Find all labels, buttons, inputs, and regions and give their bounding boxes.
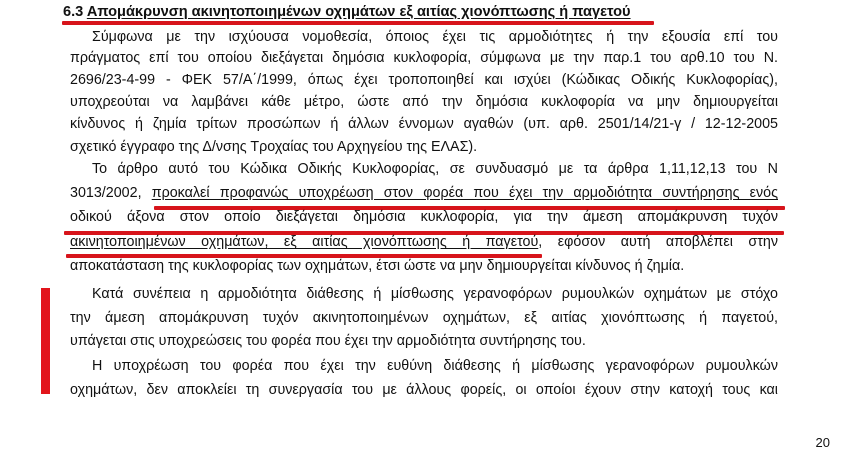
paragraph-2-line-1: Το άρθρο αυτό του Κώδικα Οδικής Κυκλοφορίας, σε συνδυασμό με τα άρθρα 1,11,12,13 του Ν [92, 161, 778, 177]
paragraph-1-line-3: 2696/23-4-99 - ΦΕΚ 57/Α΄/1999, όπως έχει τροποποιηθεί και ισχύει (Κώδικας Οδικής Κυκλοφορίας), [70, 72, 778, 88]
paragraph-4-line-1: Η υποχρέωση του φορέα που έχει την ευθύνη διάθεσης ή μίσθωσης γερανοφόρων ρυμουλκών [92, 358, 778, 374]
page-number: 20 [815, 435, 830, 450]
red-margin-marker [41, 288, 50, 394]
underlined-vehicles-text: ακινητοποιημένων οχημάτων, εξ αιτίας χιονόπτωσης ή παγετού [70, 234, 539, 250]
paragraph-3-line-2: την άμεση απομάκρυνση τυχόν ακινητοποιημένων οχημάτων, εξ αιτίας χιονόπτωσης ή παγετού, [70, 310, 778, 326]
law-reference: 3013/2002, [70, 185, 152, 201]
paragraph-2-line-5: αποκατάσταση της κυκλοφορίας των οχημάτων, έτσι ώστε να μην δημιουργείται κίνδυνος ή ζημία. [70, 258, 685, 274]
paragraph-1-line-6: σχετικό έγγραφο της Δ/νσης Τροχαίας του Αρχηγείου της ΕΛΑΣ). [70, 139, 478, 155]
section-number: 6.3 [63, 4, 84, 20]
paragraph-1-line-5: κίνδυνος ή ζημία τρίτων προσώπων ή άλλων έννομων αγαθών (υπ. αρθ. 2501/14/21-γ / 12-12-2005 [70, 116, 778, 132]
section-title: Απομάκρυνση ακινητοποιημένων οχημάτων εξ αιτίας χιονόπτωσης ή παγετού [86, 4, 631, 20]
paragraph-1-line-2: πράγματος επί του οποίου διεξάγεται δημόσια κυκλοφορία, σύμφωνα με την παρ.1 του αρθ.10 του Ν. [70, 50, 778, 66]
paragraph-2-line-2 [70, 183, 778, 204]
paragraph-4-line-2: οχημάτων, δεν αποκλείει τη συνεργασία του με άλλους φορείς, οι οποίοι έχουν στην κατοχή τους και [70, 382, 778, 398]
paragraph-3-line-3: υπάγεται στις υποχρεώσεις του φορέα που έχει την αρμοδιότητα συντήρησης του. [70, 333, 586, 349]
paragraph-3-line-1: Κατά συνέπεια η αρμοδιότητα διάθεσης ή μίσθωσης γερανοφόρων ρυμουλκών οχημάτων με στόχο [92, 286, 778, 302]
paragraph-2-line-3: οδικού άξονα στον οποίο διεξάγεται δημόσια κυκλοφορία, για την άμεση απομάκρυνση τυχόν [70, 209, 778, 225]
paragraph-1-line-1: Σύμφωνα με την ισχύουσα νομοθεσία, όποιος έχει τις αρμοδιότητες ή την εξουσία επί του [92, 29, 778, 45]
paragraph-1-line-4: υποχρεούται να λαμβάνει κάθε μέτρο, ώστε από την δημόσια κυκλοφορία να μην δημιουργείται [70, 94, 778, 110]
section-heading [63, 3, 631, 21]
paragraph-2-line-4 [70, 232, 778, 253]
underlined-obligation-text: προκαλεί προφανώς υποχρέωση στον φορέα που έχει την αρμοδιότητα συντήρησης ενός [151, 185, 778, 201]
paragraph-2-line-4-rest: , εφόσον αυτή αποβλέπει στην [538, 234, 778, 250]
heading-red-underline [62, 21, 654, 25]
